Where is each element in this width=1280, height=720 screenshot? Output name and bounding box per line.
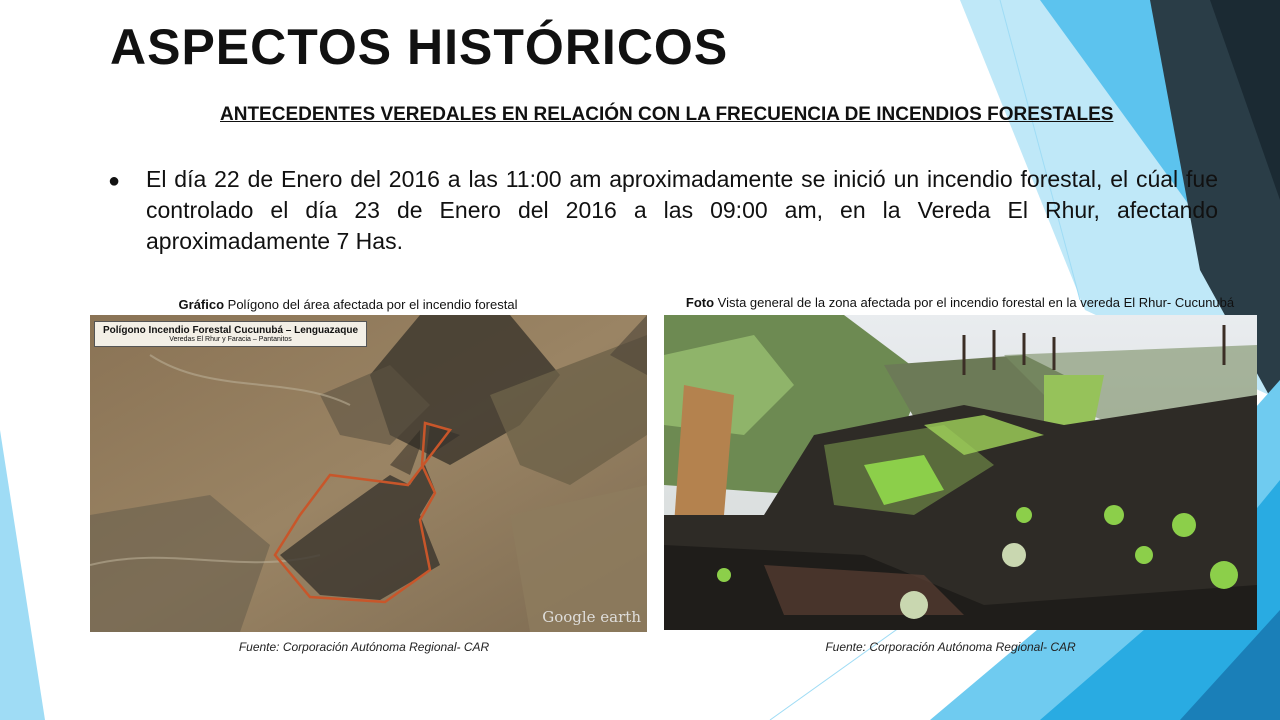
bullet-dot-icon: ●	[108, 170, 121, 192]
figure-left-source: Fuente: Corporación Autónoma Regional- CAR	[238, 640, 490, 654]
figure-right-caption-label: Foto	[685, 295, 715, 310]
satellite-terrain-graphic	[90, 315, 647, 632]
section-subtitle: ANTECEDENTES VEREDALES EN RELACIÓN CON LA FRECUENCIA DE INCENDIOS FORESTALES	[220, 104, 1114, 125]
bullet-text: El día 22 de Enero del 2016 a las 11:00 am aproximadamente se inició un incendio forestal, el cúal fue controlado el día 23 de Enero del 2016 a las 09:00 am, en la Vereda El Rhur, afectando aproximadamente 7 Has.	[146, 166, 1218, 254]
figure-left-caption-label: Gráfico	[178, 297, 225, 312]
map-title-box	[94, 321, 367, 347]
figure-left-caption-text: Polígono del área afectada por el incendio forestal	[224, 297, 518, 312]
map-subtitle: Veredas El Rhur y Faracia – Pantanitos	[169, 336, 292, 343]
map-title: Polígono Incendio Forestal Cucunubá – Lenguazaque	[103, 325, 359, 336]
burned-landscape-graphic	[664, 315, 1257, 630]
google-earth-watermark: Google earth	[542, 608, 641, 626]
satellite-map-image	[90, 315, 647, 632]
figure-right-source: Fuente: Corporación Autónoma Regional- CAR	[825, 640, 1076, 654]
burned-area-photo	[664, 315, 1257, 630]
figure-right-caption	[664, 294, 1256, 311]
page-title: ASPECTOS HISTÓRICOS	[110, 19, 729, 75]
figure-left-caption	[90, 297, 606, 312]
figure-right-caption-text: Vista general de la zona afectada por el incendio forestal en la vereda El Rhur- Cucunubá	[714, 295, 1235, 310]
